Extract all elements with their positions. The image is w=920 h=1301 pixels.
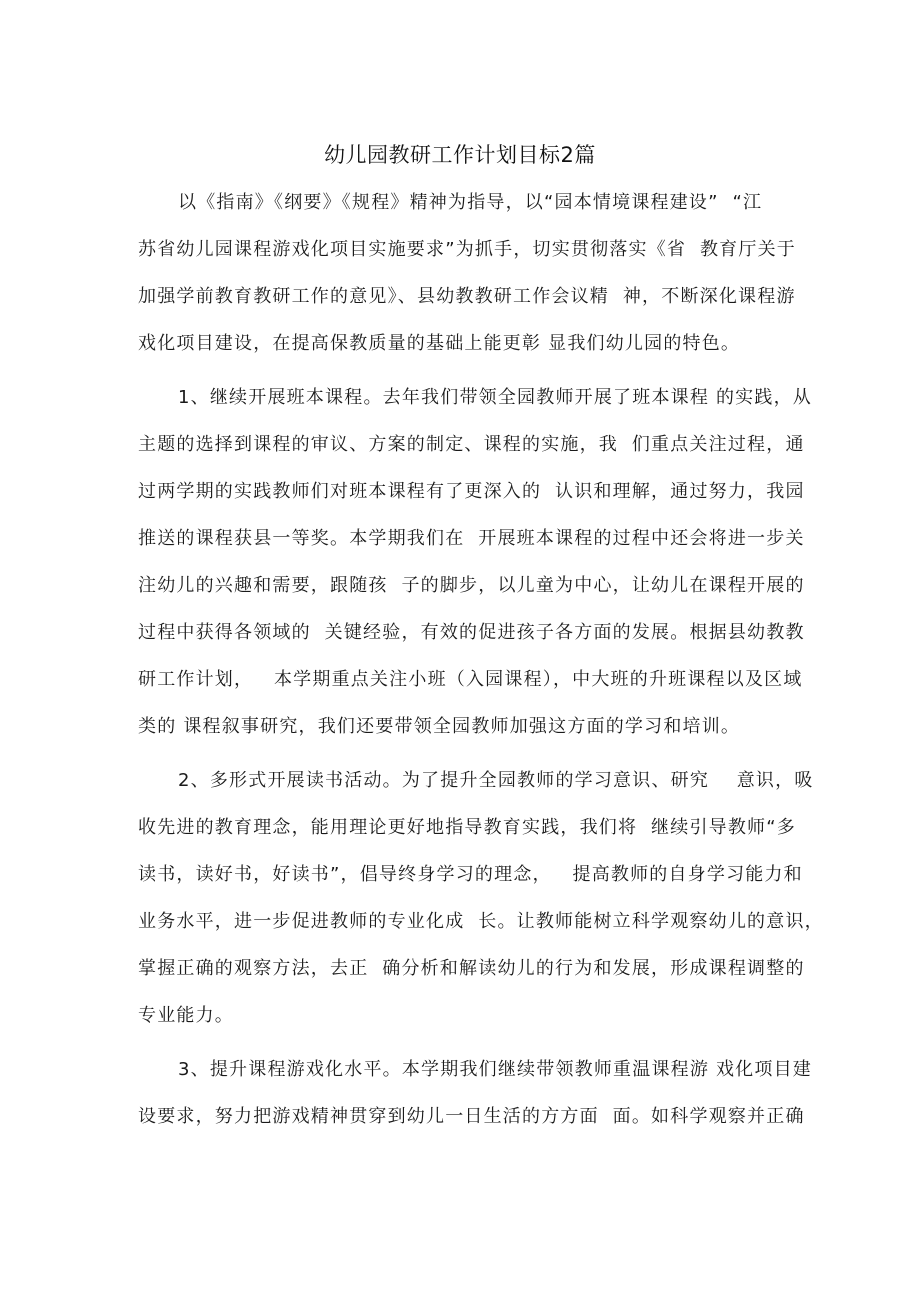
paragraph-line: 掌握正确的观察方法，去正 确分析和解读幼儿的行为和发展，形成课程调整的 xyxy=(138,958,805,979)
paragraph-line: 推送的课程获县一等奖。本学期我们在 开展班本课程的过程中还会将进一步关 xyxy=(138,528,805,549)
paragraph-line: 注幼儿的兴趣和需要，跟随孩 子的脚步，以儿童为中心，让幼儿在课程开展的 xyxy=(138,575,805,596)
document-title: 幼儿园教研工作计划目标2篇 xyxy=(324,143,596,167)
paragraph-spacer xyxy=(138,1048,798,1055)
paragraph-line: 设要求，努力把游戏精神贯穿到幼儿一日生活的方方面 面。如科学观察并正确 xyxy=(138,1106,805,1127)
paragraph-2 xyxy=(138,383,812,759)
paragraph-line: 读书，读好书，好读书”，倡导终身学习的理念， 提高教师的自身学习能力和 xyxy=(138,864,803,885)
paragraph-spacer xyxy=(138,759,798,766)
paragraph-line: 主题的选择到课程的审议、方案的制定、课程的实施，我 们重点关注过程，通 xyxy=(138,434,805,455)
paragraph-line: 2、多形式开展读书活动。为了提升全园教师的学习意识、研究 意识，吸 xyxy=(178,770,814,791)
paragraph-line: 收先进的教育理念，能用理论更好地指导教育实践，我们将 继续引导教师“多 xyxy=(138,817,796,838)
paragraph-line: 过程中获得各领域的 关键经验，有效的促进孩子各方面的发展。根据县幼教教 xyxy=(138,622,805,643)
paragraph-line: 业务水平，进一步促进教师的专业化成 长。让教师能树立科学观察幼儿的意识， xyxy=(138,911,824,932)
paragraph-line: 专业能力。 xyxy=(138,1005,234,1026)
paragraph-line: 1、继续开展班本课程。去年我们带领全园教师开展了班本课程 的实践，从 xyxy=(178,387,812,408)
paragraph-line: 3、提升课程游戏化水平。本学期我们继续带领教师重温课程游 戏化项目建 xyxy=(178,1059,812,1080)
paragraph-1 xyxy=(138,188,798,376)
paragraph-line: 苏省幼儿园课程游戏化项目实施要求”为抓手，切实贯彻落实《省 教育厅关于 xyxy=(138,239,796,260)
paragraph-line: 过两学期的实践教师们对班本课程有了更深入的 认识和理解，通过努力，我园 xyxy=(138,481,805,502)
paragraph-line: 类的 课程叙事研究，我们还要带领全园教师加强这方面的学习和培训。 xyxy=(138,716,741,737)
document-body xyxy=(138,188,824,1149)
paragraph-line: 研工作计划， 本学期重点关注小班（入园课程），中大班的升班课程以及区域 xyxy=(138,669,803,690)
paragraph-line: 以《指南》《纲要》《规程》精神为指导，以“园本情境课程建设” “江 xyxy=(178,192,763,213)
paragraph-spacer xyxy=(138,376,798,383)
paragraph-4 xyxy=(138,1055,812,1149)
paragraph-line: 加强学前教育教研工作的意见》、县幼教教研工作会议精 神，不断深化课程游 xyxy=(138,286,796,307)
paragraph-3 xyxy=(138,766,824,1048)
paragraph-line: 戏化项目建设，在提高保教质量的基础上能更彰 显我们幼儿园的特色。 xyxy=(138,333,741,354)
